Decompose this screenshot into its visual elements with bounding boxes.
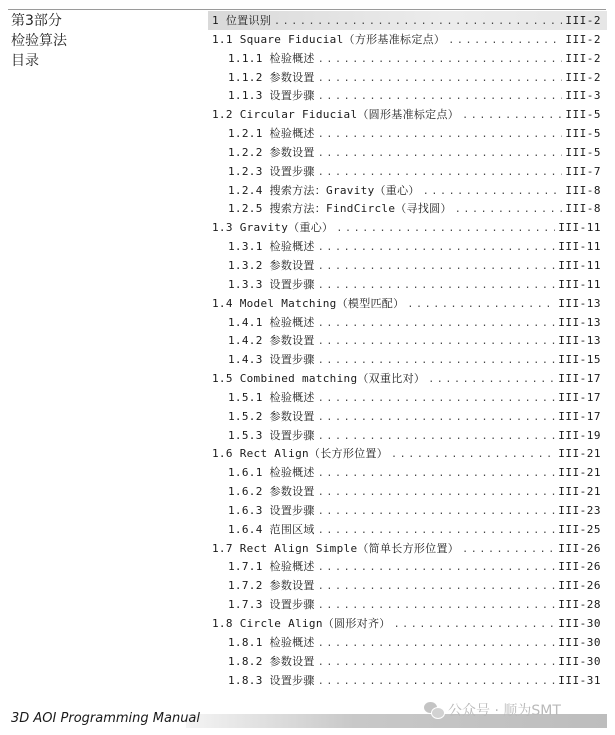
toc-entry-title: 1.3 Gravity（重心） [212,221,334,235]
toc-entry-page: III-23 [558,503,601,517]
toc-entry-page: III-26 [558,541,601,555]
toc-entry-page: III-17 [558,390,601,404]
toc-entry-page: III-7 [565,164,601,178]
part-number: 第3部分 [11,13,62,29]
toc-dot-leader [407,296,555,315]
toc-dot-leader [428,371,555,390]
toc-entry-title: 1.2.3 设置步骤 [228,164,315,178]
toc-dot-leader [318,654,556,673]
toc-entry[interactable] [212,31,601,50]
toc-entry-title: 1.2.5 搜索方法：FindCircle（寻找圆） [228,202,452,216]
toc-entry-page: III-2 [565,51,601,65]
toc-dot-leader [318,597,556,616]
toc-dot-leader [318,126,563,145]
toc-entry-title: 1.2 Circular Fiducial（圆形基准标定点） [212,108,460,122]
toc-dot-leader [462,541,555,560]
toc-dot-leader [318,145,563,164]
toc-entry-page: III-13 [558,315,601,329]
toc-entry[interactable] [212,615,601,634]
watermark-text: 公众号 · 顺为SMT [448,703,561,719]
toc-entry-title: 1.7.3 设置步骤 [228,598,315,612]
toc-entry-page: III-31 [558,673,601,687]
toc-entry-title: 1.6.3 设置步骤 [228,503,315,517]
toc-entry-title: 1.8 Circle Align（圆形对齐） [212,617,391,630]
toc-dot-leader [318,390,556,409]
toc-entry-title: 1.6.4 范围区域 [228,522,315,536]
toc-dot-leader [318,51,563,70]
toc-entry-title: 1.1 Square Fiducial（方形基准标定点） [212,32,446,46]
toc-entry[interactable] [212,106,601,125]
toc-dot-leader [318,522,556,541]
toc-entry-page: III-13 [558,296,601,310]
toc-entry-page: III-5 [565,127,601,141]
toc-entry-title: 1.2.1 检验概述 [228,127,315,141]
toc-entry-title: 1.5.2 参数设置 [228,409,315,423]
toc-entry-page: III-17 [558,409,601,423]
toc-entry[interactable] [212,653,601,672]
toc-entry-title: 1.4 Model Matching（模型匹配） [212,296,405,310]
toc-dot-leader [394,616,556,635]
toc-entry[interactable] [212,219,601,238]
toc-entry-page: III-5 [565,108,601,122]
toc-dot-leader [318,559,556,578]
toc-entry[interactable] [212,370,601,389]
toc-entry-title: 1.8.2 参数设置 [228,654,315,668]
toc-entry[interactable] [212,596,601,615]
toc-dot-leader [455,201,563,220]
toc-entry-page: III-2 [565,70,601,84]
toc-dot-leader [318,164,563,183]
toc-entry[interactable] [212,125,601,144]
table-of-contents [212,12,601,690]
toc-entry-title: 1.5.1 检验概述 [228,390,315,404]
toc-dot-leader [336,220,555,239]
toc-entry-page: III-19 [558,428,601,442]
toc-entry-title: 1.1.3 设置步骤 [228,89,315,103]
toc-entry[interactable] [212,200,601,219]
toc-entry[interactable] [212,408,601,427]
toc-entry[interactable] [212,12,601,31]
toc-entry-page: III-2 [565,32,601,46]
toc-entry-title: 1.2.4 搜索方法：Gravity（重心） [228,183,420,197]
toc-entry-page: III-26 [558,560,601,574]
toc-entry-page: III-3 [565,89,601,103]
toc-entry-title: 1.3.2 参数设置 [228,258,315,272]
toc-entry[interactable] [212,445,601,464]
toc-dot-leader [318,315,556,334]
toc-entry-title: 1.7.1 检验概述 [228,560,315,574]
toc-entry-page: III-11 [558,221,601,235]
toc-entry-page: III-25 [558,522,601,536]
toc-entry-page: III-13 [558,334,601,348]
toc-entry-title: 1.6.1 检验概述 [228,466,315,480]
toc-entry[interactable] [212,163,601,182]
toc-dot-leader [318,277,556,296]
toc-dot-leader [462,107,562,126]
toc-dot-leader [318,673,556,692]
toc-entry-page: III-28 [558,598,601,612]
toc-entry-page: III-5 [565,145,601,159]
toc-dot-leader [448,32,562,51]
toc-entry[interactable] [212,144,601,163]
toc-entry[interactable] [212,672,601,691]
toc-entry-page: III-21 [558,466,601,480]
toc-dot-leader [318,409,556,428]
toc-dot-leader [318,333,556,352]
toc-dot-leader [423,183,563,202]
toc-entry-title: 1.6.2 参数设置 [228,485,315,499]
toc-entry-title: 1.8.1 检验概述 [228,635,315,649]
toc-dot-leader [318,503,556,522]
toc-entry-page: III-30 [558,654,601,668]
toc-entry-page: III-8 [565,183,601,197]
part-title [11,11,67,71]
toc-entry[interactable] [212,182,601,201]
toc-entry-title: 1.1.1 检验概述 [228,51,315,65]
toc-entry-page: III-26 [558,579,601,593]
toc-entry-title: 1.6 Rect Align（长方形位置） [212,447,389,461]
toc-dot-leader [318,352,556,371]
toc-entry[interactable] [212,50,601,69]
toc-entry[interactable] [212,389,601,408]
toc-entry-page: III-8 [565,202,601,216]
toc-entry[interactable] [212,276,601,295]
toc-entry[interactable] [212,634,601,653]
toc-entry-title: 1.7.2 参数设置 [228,579,315,593]
wechat-icon [424,702,443,718]
toc-entry[interactable] [212,257,601,276]
toc-entry-page: III-15 [558,353,601,367]
toc-entry-title: 1.1.2 参数设置 [228,70,315,84]
toc-entry[interactable] [212,521,601,540]
toc-dot-leader [318,635,556,654]
contents-heading: 目录 [11,53,39,69]
toc-entry-page: III-21 [558,447,601,461]
toc-entry-title: 1.4.2 参数设置 [228,334,315,348]
footer-manual-title: 3D AOI Programming Manual [11,711,201,726]
toc-entry[interactable] [212,332,601,351]
toc-entry-title: 1.2.2 参数设置 [228,145,315,159]
toc-entry[interactable] [212,351,601,370]
toc-entry[interactable] [212,295,601,314]
toc-entry[interactable] [212,87,601,106]
toc-entry-title: 1.3.3 设置步骤 [228,277,315,291]
toc-dot-leader [318,258,556,277]
toc-entry-title: 1 位置识别 [212,14,272,27]
toc-entry[interactable] [212,483,601,502]
toc-entry-page: III-11 [558,240,601,254]
toc-entry[interactable] [212,502,601,521]
toc-entry-page: III-2 [565,14,601,27]
toc-entry[interactable] [212,69,601,88]
toc-entry-page: III-30 [558,617,601,630]
toc-dot-leader [318,239,556,258]
toc-dot-leader [318,428,556,447]
toc-entry-page: III-11 [558,277,601,291]
header-rule [8,9,606,10]
toc-entry[interactable] [212,238,601,257]
toc-entry-title: 1.4.1 检验概述 [228,315,315,329]
toc-entry-title: 1.5.3 设置步骤 [228,428,315,442]
toc-dot-leader [318,88,563,107]
toc-entry[interactable] [212,540,601,559]
toc-entry-title: 1.5 Combined matching（双重比对） [212,372,426,386]
toc-entry-title: 1.3.1 检验概述 [228,240,315,254]
toc-entry-title: 1.4.3 设置步骤 [228,353,315,367]
toc-entry-page: III-17 [558,372,601,386]
toc-entry-page: III-11 [558,258,601,272]
toc-entry[interactable] [212,558,601,577]
part-name: 检验算法 [11,33,67,49]
toc-dot-leader [318,465,556,484]
toc-dot-leader [318,70,563,89]
toc-entry-title: 1.8.3 设置步骤 [228,673,315,687]
toc-entry-page: III-30 [558,635,601,649]
toc-entry-page: III-21 [558,485,601,499]
toc-entry[interactable] [212,577,601,596]
toc-dot-leader [274,13,562,32]
toc-dot-leader [318,578,556,597]
watermark [424,700,561,720]
toc-entry[interactable] [212,464,601,483]
toc-entry-title: 1.7 Rect Align Simple（简单长方形位置） [212,541,460,555]
toc-dot-leader [318,484,556,503]
toc-dot-leader [391,446,555,465]
toc-entry[interactable] [212,427,601,446]
toc-entry[interactable] [212,314,601,333]
